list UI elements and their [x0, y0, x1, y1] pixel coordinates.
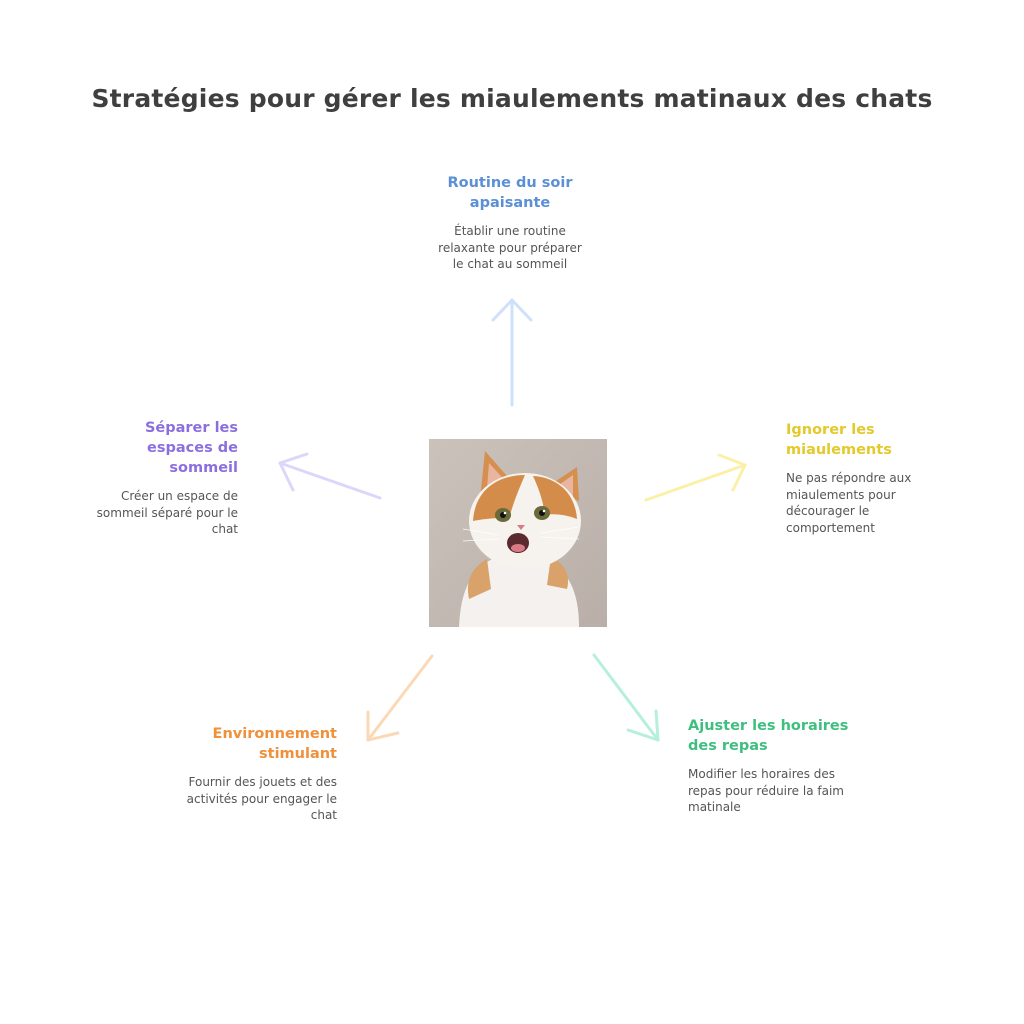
node-environnement-stimulant [182, 724, 337, 824]
cat-photo [429, 439, 607, 627]
arrow-top [493, 300, 531, 405]
node-title-ajuster: Ajuster les horaires des repas [688, 718, 849, 754]
arrow-bottom-right [594, 655, 658, 740]
node-title-ignorer: Ignorer les miaulements [786, 422, 892, 458]
node-separer-espaces [92, 418, 238, 538]
node-title-environnement: Environnement stimulant [212, 726, 337, 762]
node-ignorer-miaulements [786, 420, 936, 536]
node-routine-du-soir [430, 173, 590, 273]
diagram-title: Stratégies pour gérer les miaulements matinaux des chats [91, 84, 933, 113]
cat-illustration [429, 439, 607, 627]
node-desc-ajuster: Modifier les horaires des repas pour réduire la faim matinale [688, 767, 844, 814]
node-desc-routine: Établir une routine relaxante pour préparer le chat au sommeil [438, 224, 582, 271]
node-desc-environnement: Fournir des jouets et des activités pour engager le chat [186, 775, 337, 822]
node-title-separer: Séparer les espaces de sommeil [144, 420, 238, 476]
arrow-bottom-left [368, 656, 432, 740]
arrow-left [280, 454, 380, 498]
node-title-routine: Routine du soir apaisante [447, 175, 573, 211]
node-desc-separer: Créer un espace de sommeil séparé pour le chat [96, 489, 238, 536]
node-desc-ignorer: Ne pas répondre aux miaulements pour décourager le comportement [786, 471, 912, 535]
arrow-right [646, 455, 745, 500]
node-ajuster-repas [688, 716, 858, 816]
